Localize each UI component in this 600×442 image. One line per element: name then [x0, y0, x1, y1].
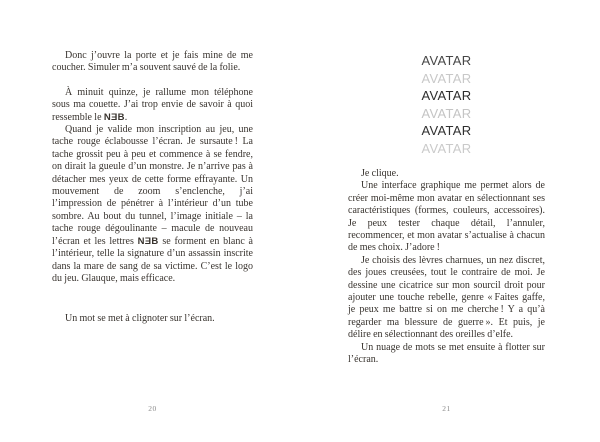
text-run: Donc j’ouvre la porte et je fais mine de me coucher. Simuler m’a souvent sauvé de la folie. [52, 50, 253, 74]
game-logo-text: NƎB [137, 235, 159, 247]
left-page-paragraph-2 [52, 87, 253, 124]
text-run: Un mot se met à clignoter sur l’écran. [65, 313, 215, 325]
text-run: Je clique. [361, 168, 399, 179]
text-run: À minuit quinze, je rallume mon téléphone sous ma couette. J’ai trop envie de savoir à quoi ressemble le [52, 86, 253, 123]
avatar-word-4: AVATAR [421, 105, 472, 121]
text-run: Une interface graphique me permet alors de créer moi-même mon avatar en sélectionnant ses caractéristiques (formes, couleurs, accessoires). Je peux tester chaque détail, l’annuler, recommencer, et mon avatar s’actualise à chacun de mes choix. J’adore ! [348, 180, 545, 254]
right-page-content [348, 52, 545, 367]
avatar-word-3: AVATAR [421, 88, 472, 103]
page-right [300, 0, 600, 442]
left-page-paragraph-3 [52, 124, 253, 285]
text-run: Un nuage de mots se met ensuite à flotter sur l’écran. [348, 341, 545, 366]
right-page-paragraph-1 [348, 168, 545, 180]
game-logo-text: NƎB [103, 111, 125, 123]
right-page-paragraph-2 [348, 180, 545, 254]
left-page-paragraph-1 [52, 50, 253, 75]
avatar-word-6: AVATAR [421, 140, 472, 156]
avatar-word-5: AVATAR [421, 123, 472, 138]
avatar-word-2: AVATAR [421, 70, 472, 86]
page-number-left: 20 [148, 404, 157, 413]
right-page-paragraph-3 [348, 255, 545, 342]
avatar-word-stack [348, 52, 545, 157]
text-run: se forment en blanc à l’intérieur, telle la signature d’un assassin inscrite dans la mare de sang de sa victime. C’est le logo du jeu. Glauque, mais efficace. [52, 235, 253, 284]
right-page-text [348, 168, 545, 367]
left-page-text [52, 50, 253, 326]
text-run: Je choisis des lèvres charnues, un nez discret, des joues creusées, tout le contraire de moi. Je dessine une cicatrice sur mon sourcil droit pour ajouter une touche rebelle, genre « Faites gaffe, je peux me battre si on me cherche ! Y a qu’à regarder ma blessure de guerre ». Et puis, je délire en sélectionnant des oreilles d’elfe. [348, 254, 545, 341]
right-page-paragraph-4 [348, 342, 545, 367]
text-run: Quand je valide mon inscription au jeu, une tache rouge éclabousse l’écran. Je sursaute ! La tache grossit peu à peu et commence à se fendre, on dirait la gueule d’un monstre. Je n’arrive pas à détacher mes yeux de cette forme effrayante. Un mouvement de zoom s’enclenche, j’ai l’impression de pénétrer à l’intérieur d’un tube sombre. Au bout du tunnel, l’image initiale – la tache rouge dégoulinante – macule de nouveau l’écran et les lettres [52, 124, 253, 247]
page-number-right: 21 [442, 404, 451, 413]
text-run: . [124, 111, 128, 123]
avatar-word-1: AVATAR [421, 53, 472, 68]
left-page-paragraph-4 [52, 313, 253, 325]
